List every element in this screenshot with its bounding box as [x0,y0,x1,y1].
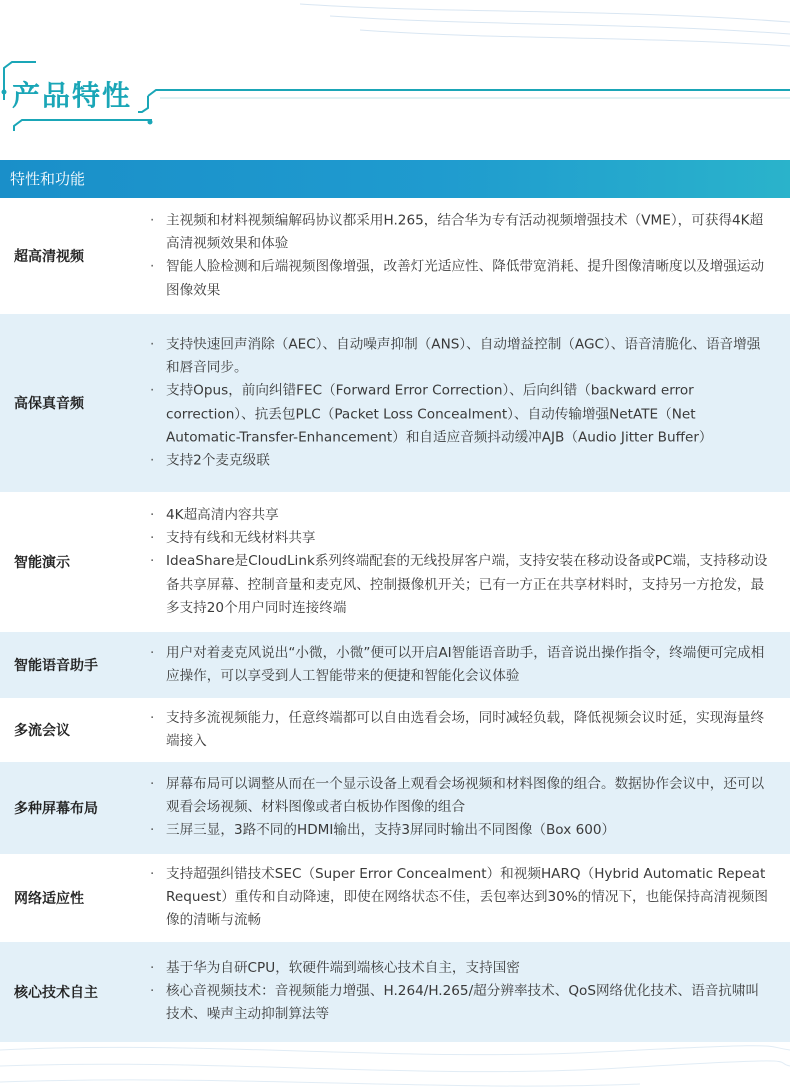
feature-item: · 支持快速回声消除（AEC）、自动噪声抑制（ANS）、自动增益控制（AGC）、语音清脆化、语音增强和唇音同步。 [150,333,770,379]
feature-row [0,198,790,314]
title-frame-dot [2,90,7,95]
feature-item: · IdeaShare是CloudLink系列终端配套的无线投屏客户端，支持安装在移动设备或PC端，支持移动设备共享屏幕、控制音量和麦克风、控制摄像机开关；已有一方正在共享材料时，支持另一方抢发，最多支持20个用户同时连接终端 [150,550,770,620]
feature-row [0,314,790,492]
title-frame-dot-right [148,120,153,125]
feature-item: · 屏幕布局可以调整从而在一个显示设备上观看会场视频和材料图像的组合。数据协作会议中，还可以观看会场视频、材料图像或者白板协作图像的组合 [150,773,770,819]
feature-item: · 4K超高清内容共享 [150,504,770,527]
feature-row [0,762,790,854]
section-title: 产品特性 [12,79,133,112]
table-header: 特性和功能 [0,160,790,198]
feature-row [0,492,790,632]
feature-name: 多种屏幕布局 [14,801,98,817]
feature-row [0,632,790,698]
feature-row [0,942,790,1042]
feature-item: · 三屏三显，3路不同的HDMI输出，支持3屏同时输出不同图像（Box 600） [150,820,770,843]
feature-name: 高保真音频 [14,396,84,412]
feature-item: · 智能人脸检测和后端视频图像增强，改善灯光适应性、降低带宽消耗、提升图像清晰度以及增强运动图像效果 [150,256,770,302]
feature-list [150,333,770,472]
feature-item: · 基于华为自研CPU，软硬件端到端核心技术自主，支持国密 [150,957,770,980]
feature-list [150,210,770,303]
feature-item: · 支持Opus，前向纠错FEC（Forward Error Correction）、后向纠错（backward error correction）、抗丢包PLC（Packet Loss Concealment）、自动传输增强NetATE（Net Automatic-Transfer-Enhancement）和自适应音频抖动缓冲AJB（Audio Jitter Buffer） [150,380,770,450]
feature-list [150,642,770,688]
feature-list [150,863,770,933]
feature-name: 超高清视频 [14,249,84,265]
feature-list [150,504,770,620]
feature-row [0,698,790,762]
bottom-wave-lines [0,1046,790,1086]
feature-name: 智能演示 [14,555,70,571]
feature-item: · 主视频和材料视频编解码协议都采用H.265，结合华为专有活动视频增强技术（VME），可获得4K超高清视频效果和体验 [150,210,770,256]
feature-item: · 支持多流视频能力，任意终端都可以自由选看会场，同时减轻负载，降低视频会议时延，实现海量终端接入 [150,707,770,753]
feature-name: 网络适应性 [14,891,84,907]
feature-name: 核心技术自主 [14,985,98,1001]
feature-list [150,957,770,1027]
feature-list [150,707,770,753]
feature-item: · 核心音视频技术：音视频能力增强、H.264/H.265/超分辨率技术、QoS网络优化技术、语音抗啸叫技术、噪声主动抑制算法等 [150,980,770,1026]
feature-list [150,773,770,843]
feature-name: 智能语音助手 [14,658,98,674]
feature-name: 多流会议 [14,723,70,739]
feature-row [0,854,790,942]
top-wave-lines [300,4,790,46]
feature-item: · 支持有线和无线材料共享 [150,527,770,550]
feature-item: · 支持2个麦克级联 [150,449,770,472]
feature-item: · 支持超强纠错技术SEC（Super Error Concealment）和视频HARQ（Hybrid Automatic Repeat Request）重传和自动降速，即使在网络状态不佳，丢包率达到30%的情况下，也能保持高清视频图像的清晰与流畅 [150,863,770,933]
feature-item: · 用户对着麦克风说出“小微，小微”便可以开启AI智能语音助手，语音说出操作指令，终端便可完成相应操作，可以享受到人工智能带来的便捷和智能化会议体验 [150,642,770,688]
